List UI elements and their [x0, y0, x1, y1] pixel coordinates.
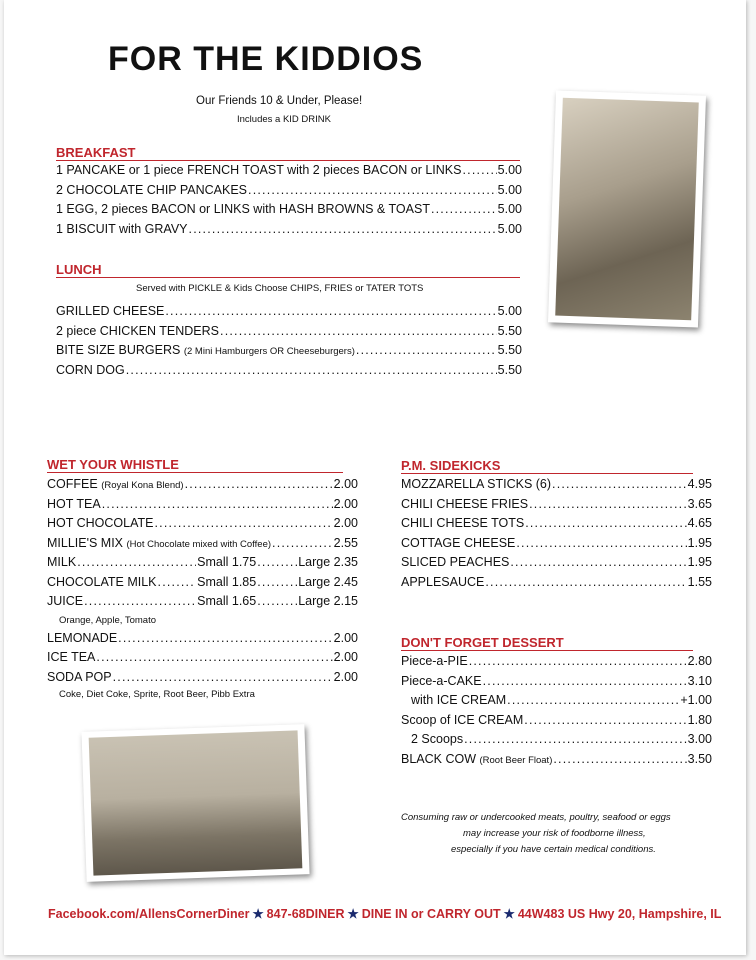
leader-dots [257, 594, 297, 608]
item-detail: (Royal Kona Blend) [101, 480, 184, 491]
sidekicks-heading: P.M. SIDEKICKS [401, 458, 693, 474]
menu-item [47, 497, 358, 517]
item-price-large: Large 2.35 [298, 555, 358, 569]
item-price: 5.50 [497, 323, 522, 338]
item-name: 2 piece CHICKEN TENDERS [56, 323, 220, 338]
leader-dots [257, 575, 297, 589]
item-price: 2.80 [687, 654, 712, 668]
item-price: 3.10 [687, 673, 712, 688]
subtitle-kid-drink: Includes a KID DRINK [237, 114, 331, 125]
vintage-photo-fishing-family [81, 724, 309, 882]
menu-item [401, 555, 712, 575]
menu-item [56, 163, 522, 183]
menu-item [401, 575, 712, 595]
item-name: COFFEE [47, 477, 98, 491]
item-name: CHILI CHEESE TOTS [401, 516, 525, 530]
menu-item [401, 536, 712, 556]
sidekicks-list [401, 477, 712, 594]
menu-item [47, 477, 358, 497]
leader-dots [524, 713, 686, 727]
leader-dots [185, 477, 333, 491]
item-detail: (Root Beer Float) [479, 754, 553, 766]
item-price: 4.65 [687, 516, 712, 530]
item-name: Scoop of ICE CREAM [401, 712, 524, 727]
item-name: MILK [47, 555, 77, 569]
item-name: BLACK COW [401, 751, 477, 766]
item-price: 1.80 [687, 712, 712, 727]
menu-item [401, 693, 712, 713]
item-price: 1.95 [687, 555, 712, 569]
item-name: CHOCOLATE MILK [47, 574, 157, 589]
item-price: 2.00 [333, 477, 358, 491]
leader-dots [158, 575, 197, 589]
menu-item [47, 516, 358, 536]
item-price: +1.00 [680, 693, 712, 707]
leader-dots [272, 536, 333, 550]
star-icon: ★ [347, 907, 359, 921]
item-price-small: Small 1.85 [197, 574, 257, 589]
soda-note: Coke, Diet Coke, Sprite, Root Beer, Pibb Extra [59, 689, 255, 700]
item-price: 3.50 [687, 751, 712, 766]
item-price-small: Small 1.65 [197, 594, 257, 608]
item-name: 1 EGG, 2 pieces BACON or LINKS with HASH BROWNS & TOAST [56, 202, 430, 216]
leader-dots [529, 497, 687, 511]
item-price: 5.50 [497, 362, 522, 377]
item-detail: (2 Mini Hamburgers OR Cheeseburgers) [183, 346, 355, 357]
lunch-note: Served with PICKLE & Kids Choose CHIPS, FRIES or TATER TOTS [136, 283, 424, 294]
photo-image [89, 730, 303, 875]
juice-note: Orange, Apple, Tomato [59, 614, 156, 626]
phone-number[interactable]: 847-68DINER [266, 907, 345, 921]
item-price-large: Large 2.45 [298, 574, 358, 589]
menu-item [47, 631, 358, 651]
leader-dots [464, 732, 687, 746]
disclaimer-line: especially if you have certain medical conditions. [451, 844, 656, 855]
item-name: CORN DOG [56, 362, 125, 377]
menu-item [56, 343, 522, 363]
menu-item [401, 752, 712, 772]
item-price: 5.00 [497, 304, 522, 318]
item-name: SODA POP [47, 669, 112, 684]
item-name: Piece-a-PIE [401, 654, 468, 668]
menu-item [47, 650, 358, 670]
menu-item [401, 497, 712, 517]
item-name: CHILI CHEESE FRIES [401, 496, 529, 511]
item-name: MOZZARELLA STICKS (6) [401, 477, 552, 491]
leader-dots [462, 163, 496, 177]
dessert-list [401, 654, 712, 771]
item-price: 2.00 [333, 496, 358, 511]
leader-dots [155, 516, 333, 530]
item-price: 2.00 [333, 669, 358, 684]
leader-dots [113, 670, 333, 684]
menu-item [47, 670, 358, 690]
item-price: 2.00 [333, 630, 358, 645]
dessert-heading: DON'T FORGET DESSERT [401, 635, 693, 651]
leader-dots [356, 343, 497, 357]
leader-dots [248, 183, 497, 197]
item-name: 1 BISCUIT with GRAVY [56, 221, 188, 236]
leader-dots [485, 575, 686, 589]
item-price: 1.55 [687, 574, 712, 589]
footer [48, 906, 721, 921]
item-name: APPLESAUCE [401, 574, 485, 589]
menu-item [56, 324, 522, 344]
drinks-heading: WET YOUR WHISTLE [47, 457, 343, 473]
menu-item [47, 536, 358, 556]
item-price: 5.00 [497, 202, 522, 216]
item-name: MILLIE'S MIX [47, 535, 124, 550]
lunch-list [56, 304, 522, 382]
leader-dots [77, 555, 196, 569]
lunch-heading: LUNCH [56, 262, 520, 278]
item-name: BITE SIZE BURGERS [56, 343, 181, 357]
service-options: DINE IN or CARRY OUT [361, 907, 501, 921]
item-name: with ICE CREAM [411, 693, 507, 707]
breakfast-heading: BREAKFAST [56, 145, 520, 161]
leader-dots [516, 536, 686, 550]
page-title: FOR THE KIDDIOS [108, 40, 424, 78]
menu-item [401, 732, 712, 752]
leader-dots [510, 555, 686, 569]
item-price: 4.95 [687, 477, 712, 491]
item-name: 2 Scoops [411, 732, 464, 746]
menu-item [47, 575, 358, 595]
menu-item [56, 202, 522, 222]
menu-item [401, 674, 712, 694]
item-price: 3.00 [687, 732, 712, 746]
leader-dots [220, 324, 497, 338]
item-price: 3.65 [687, 496, 712, 511]
item-name: HOT CHOCOLATE [47, 516, 154, 530]
item-price: 5.00 [497, 221, 522, 236]
leader-dots [126, 363, 497, 377]
leader-dots [96, 650, 332, 664]
vintage-photo-woman-baby [548, 90, 706, 327]
item-name: LEMONADE [47, 630, 118, 645]
leader-dots [507, 693, 679, 707]
leader-dots [469, 654, 687, 668]
menu-item [401, 713, 712, 733]
item-detail: (Hot Chocolate mixed with Coffee) [126, 538, 272, 550]
leader-dots [165, 304, 496, 318]
leader-dots [552, 477, 687, 491]
menu-item [56, 222, 522, 242]
disclaimer-line: may increase your risk of foodborne illness, [463, 828, 646, 839]
menu-item [56, 304, 522, 324]
item-price: 2.55 [333, 535, 358, 550]
photo-image [555, 98, 699, 321]
address: 44W483 US Hwy 20, Hampshire, IL [517, 907, 722, 921]
menu-item [401, 654, 712, 674]
leader-dots [525, 516, 686, 530]
item-price: 2.00 [333, 650, 358, 664]
menu-item [401, 516, 712, 536]
item-price: 2.00 [333, 516, 358, 530]
item-price: 5.50 [497, 343, 522, 357]
item-name: HOT TEA [47, 496, 101, 511]
leader-dots [84, 594, 196, 608]
item-price-large: Large 2.15 [298, 594, 358, 608]
item-name: 1 PANCAKE or 1 piece FRENCH TOAST with 2 pieces BACON or LINKS [56, 163, 462, 177]
menu-item [56, 183, 522, 203]
item-price-small: Small 1.75 [197, 555, 257, 569]
item-price: 5.00 [497, 163, 522, 177]
leader-dots [431, 202, 497, 216]
item-name: JUICE [47, 594, 84, 608]
menu-item [401, 477, 712, 497]
drinks-list [47, 477, 358, 700]
disclaimer-line: Consuming raw or undercooked meats, poultry, seafood or eggs [401, 812, 671, 823]
menu-page [4, 0, 746, 955]
star-icon: ★ [252, 907, 264, 921]
menu-item [47, 555, 358, 575]
menu-item [47, 594, 358, 614]
leader-dots [483, 674, 687, 688]
item-price: 1.95 [687, 535, 712, 550]
item-price: 5.00 [497, 182, 522, 197]
item-name: Piece-a-CAKE [401, 673, 482, 688]
subtitle: Our Friends 10 & Under, Please! [196, 95, 363, 107]
menu-item [56, 363, 522, 383]
leader-dots [102, 497, 333, 511]
facebook-link[interactable]: Facebook.com/AllensCornerDiner [48, 907, 250, 921]
leader-dots [257, 555, 297, 569]
item-name: ICE TEA [47, 650, 96, 664]
item-name: GRILLED CHEESE [56, 304, 165, 318]
item-name: COTTAGE CHEESE [401, 535, 516, 550]
item-name: SLICED PEACHES [401, 555, 510, 569]
item-name: 2 CHOCOLATE CHIP PANCAKES [56, 182, 248, 197]
breakfast-list [56, 163, 522, 241]
leader-dots [118, 631, 333, 645]
leader-dots [189, 222, 497, 236]
leader-dots [553, 752, 686, 766]
star-icon: ★ [503, 907, 515, 921]
